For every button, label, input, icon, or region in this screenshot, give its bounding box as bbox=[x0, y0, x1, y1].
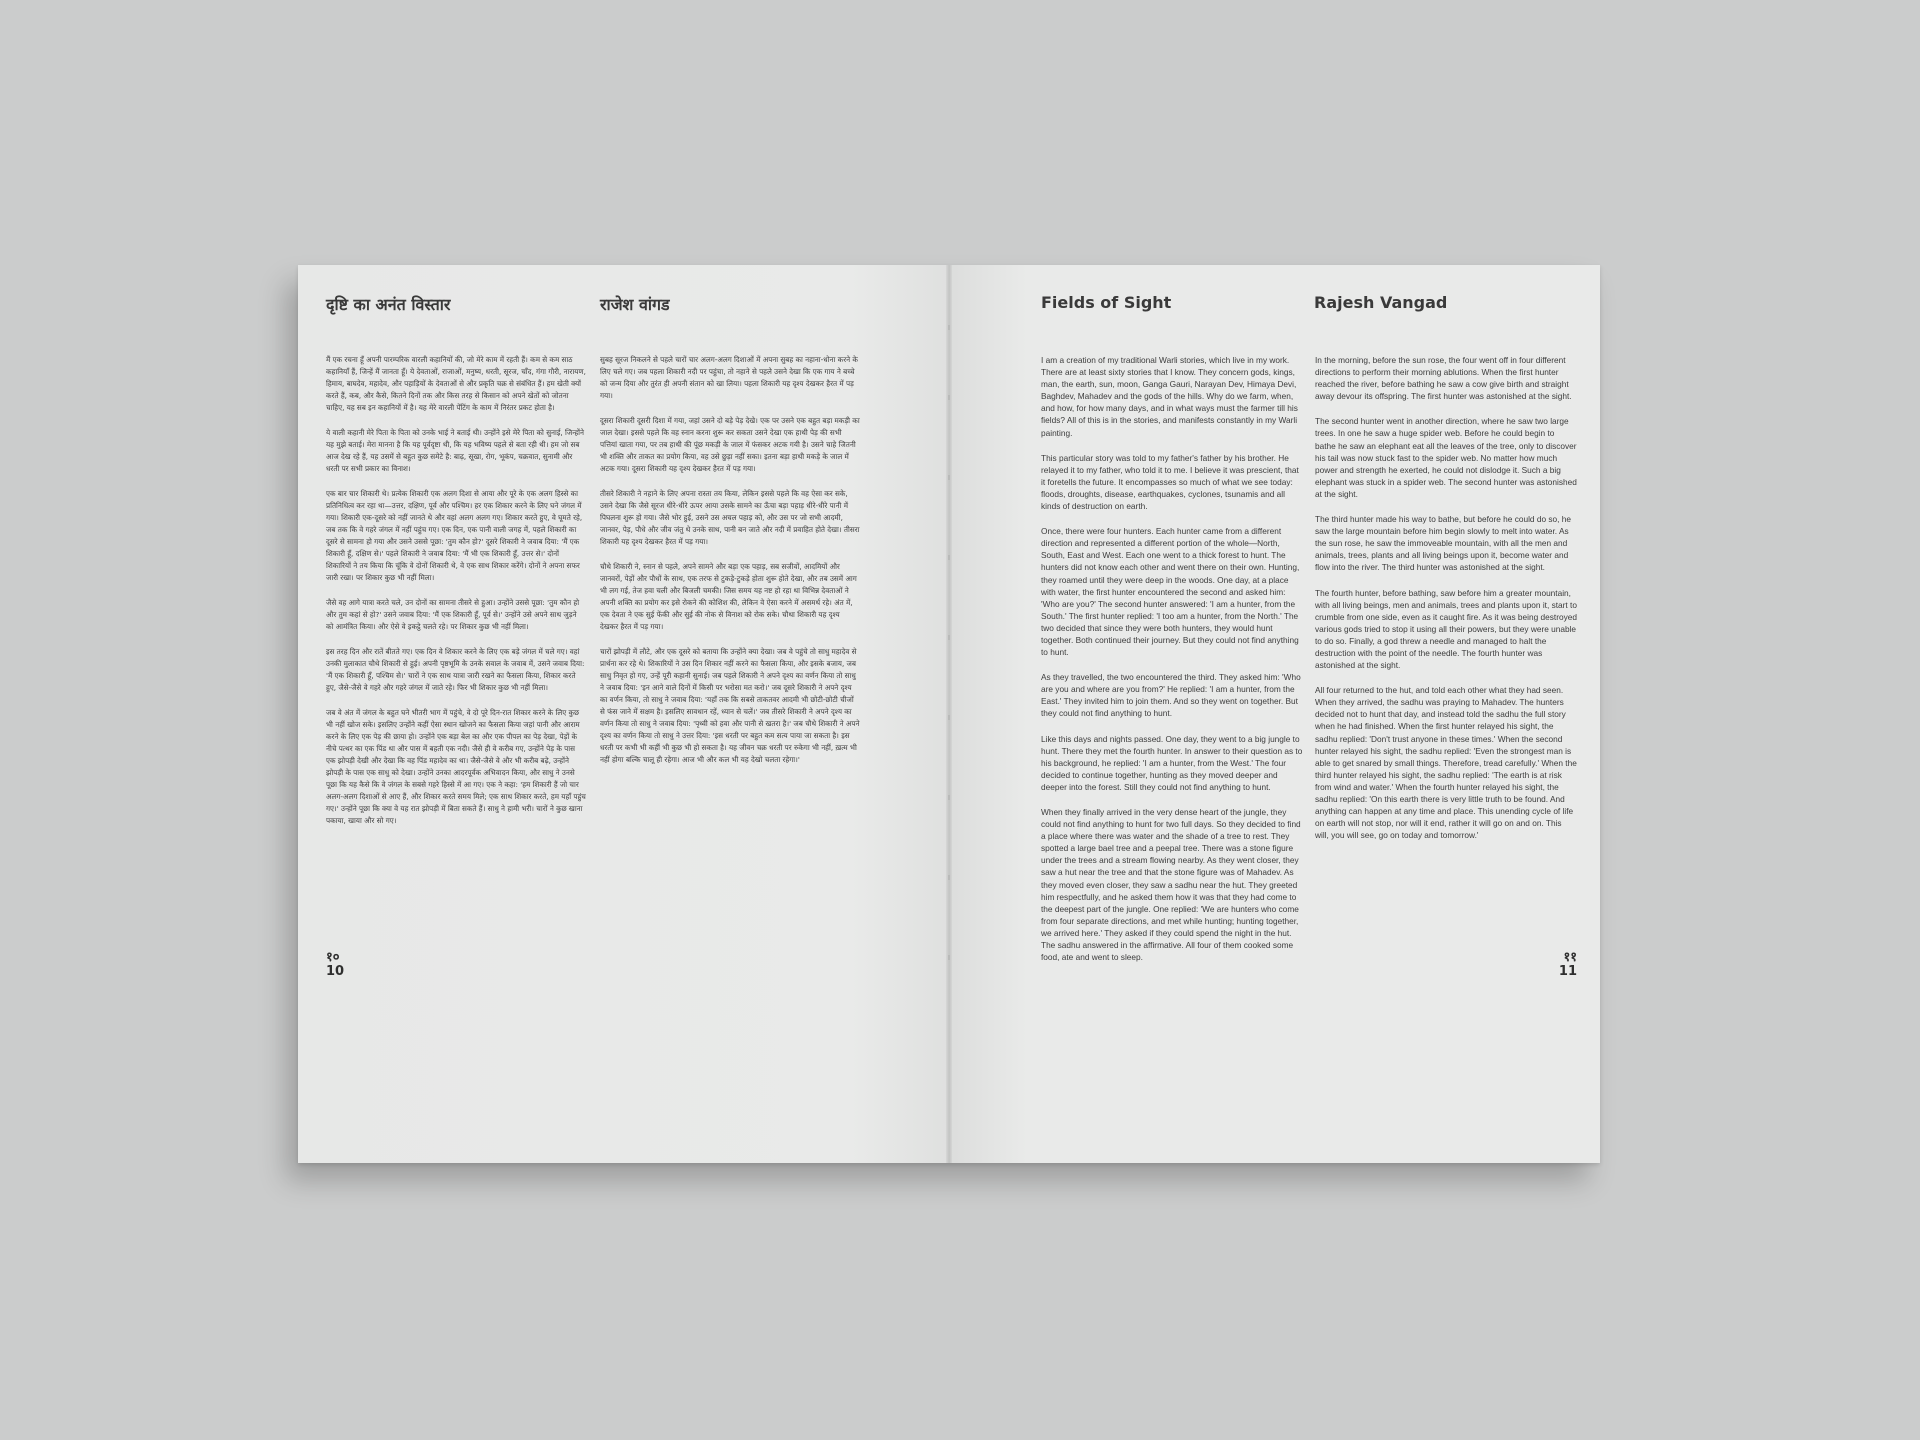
folio-devanagari: १० bbox=[326, 950, 340, 965]
paragraph: एक बार चार शिकारी थे। प्रत्येक शिकारी एक अलग दिशा से आया और पूरे के एक अलग हिस्से का प्रतिनिधित्व कर रहा था—उत्तर, दक्षिण, पूर्व और पश्चिम। हर एक शिकार करने के लिए घने जंगल में गया। शिकारी एक-दूसरे को नहीं जानते थे और वहां अलग अलग गए। शिकार करते हुए, वे घूमते रहे, जब तक कि वे गहरे जंगल में नहीं पहुंच गए। एक दिन, एक पानी वाली जगह में, पहले शिकारी का दूसरे से सामना हो गया और उसने उससे पूछा: 'तुम कौन हो?' दूसरे शिकारी ने जवाब दिया: 'मैं एक शिकारी हूँ, दक्षिण से।' पहले शिकारी ने जवाब दिया: 'मैं भी एक शिकारी हूँ, उत्तर से।' दोनों शिकारियों ने तय किया कि चूंकि वे दोनों शिकारी थे, वे एक साथ शिकार करेंगे। दोनों ने अपना सफर जारी रखा। पर शिकार कुछ भी नहीं मिला। bbox=[326, 489, 583, 582]
paragraph: The second hunter went in another direction, where he saw two large trees. In one he saw a huge spider web. Before he could begin to bathe he saw an elephant eat all the leaves of the tree, only to discover his tail was now stuck fast to the spider web. No matter how much power and strength he exerted, he could not dislodge it. Such a big elephant was stuck in a spider web. The second hunter was astonished at the sight. bbox=[1315, 416, 1577, 499]
paragraph: सुबह सूरज निकलने से पहले चारों चार अलग-अलग दिशाओं में अपना सुबह का नहाना-धोना करने के लिए चले गए। जब पहला शिकारी नदी पर पहुंचा, तो नहाने से पहले उसने देखा कि एक गाय ने बच्चे को जन्म दिया और तुरंत ही अपनी संतान को खा लिया। पहला शिकारी यह दृश्य देखकर हैरत में पड़ गया। bbox=[600, 355, 858, 400]
english-column-2 bbox=[1315, 354, 1577, 854]
english-author: Rajesh Vangad bbox=[1314, 293, 1448, 312]
hindi-column-2 bbox=[600, 354, 860, 779]
folio-arabic: 10 bbox=[326, 964, 345, 979]
hindi-author: राजेश वांगड bbox=[600, 295, 670, 314]
binding-stitch bbox=[948, 715, 950, 720]
paragraph: When they finally arrived in the very dense heart of the jungle, they could not find anything to hunt for two full days. So they decided to find a place where there was water and the shade of a tree to rest. They spotted a large bael tree and a peepal tree. There was a stone figure under the trees and a stream flowing nearby. As they went closer, they saw a hut near the tree and that the stone figure was of Mahadev. As they moved even closer, they saw a sadhu near the hut. They greeted him respectfully, and he asked them how it was that they had come to the deepest part of the jungle. One replied: 'We are hunters who come from four separate directions, and met while hunting; hunting together, we arrived here.' They asked if they could spend the night in the hut. The sadhu answered in the affirmative. All four of them cooked some food, ate and went to sleep. bbox=[1041, 807, 1301, 963]
paragraph: इस तरह दिन और रातें बीतते गए। एक दिन वे शिकार करने के लिए एक बड़े जंगल में चले गए। वहां उनकी मुलाकात चौथे शिकारी से हुई। अपनी पृष्ठभूमि के उनके सवाल के जवाब में, उसने जवाब दिया: 'मैं एक शिकारी हूँ, पश्चिम से।' चारों ने एक साथ यात्रा जारी रखने का फैसला किया, शिकार करते हुए, जैसे-जैसे वे गहरे और गहरे जंगल में जाते रहे। फिर भी शिकार कुछ भी नहीं मिला। bbox=[326, 647, 585, 692]
paragraph: जैसे वह आगे यात्रा करते चले, उन दोनों का सामना तीसरे से हुआ। उन्होंने उससे पूछा: 'तुम कौन हो और तुम कहां से हो?' उसने जवाब दिया: 'मैं एक शिकारी हूँ, पूर्व से।' उन्होंने उसे अपने साथ जुड़ने को आमंत्रित किया। और ऐसे वे इकट्ठे चलते रहे। पर शिकार कुछ भी नहीं मिला। bbox=[326, 598, 580, 631]
hindi-title: दृष्टि का अनंत विस्तार bbox=[326, 295, 451, 314]
paragraph: चौथे शिकारी ने, स्नान से पहले, अपने सामने और बड़ा एक पहाड़, सब सजीवों, आदमियों और जानवरों, पेड़ों और पौधों के साथ, एक तरफ से टुकड़े-टुकड़े होता शुरू होते देखा, और तब उसमें आग भी लग गई, तेज हवा चली और बिजली चमकी। जिस समय यह नष्ट हो रहा था विभिन्न देवताओं ने अपनी शक्ति का प्रयोग कर इसे रोकने की कोशिश की, लेकिन वे ऐसा करने में असमर्थ रहे। अंत में, एक देवता ने एक सुई फेंकी और सुई की नोक से विनाश को रोक सके। चौथा शिकारी यह दृश्य देखकर हैरत में पड़ गया। bbox=[600, 562, 857, 631]
paragraph: दूसरा शिकारी दूसरी दिशा में गया, जहां उसने दो बड़े पेड़ देखे। एक पर उसने एक बहुत बड़ा मकड़ी का जाल देखा। इससे पहले कि वह स्नान करना शुरू कर सकता उसने देखा एक हाथी पेड़ की सभी पत्तियां खाता गया, पर तब हाथी की पूंछ मकड़ी के जाल में फंसकर अटक गयी है। उसने चाहे जितनी भी शक्ति और ताकत का प्रयोग किया, वह उसे छुड़ा नहीं सका। इतना बड़ा हाथी मकड़े के जाल में अटक गया। दूसरा शिकारी यह दृश्य देखकर हैरत में पड़ गया। bbox=[600, 416, 860, 473]
binding-stitch bbox=[948, 325, 950, 330]
binding-stitch bbox=[948, 475, 950, 480]
binding-stitch bbox=[948, 555, 950, 560]
binding-stitch bbox=[948, 635, 950, 640]
english-column-1 bbox=[1041, 354, 1303, 976]
binding-stitch bbox=[948, 955, 950, 960]
binding-stitch bbox=[948, 875, 950, 880]
page-number-left bbox=[326, 951, 344, 979]
left-page-hindi bbox=[298, 265, 949, 1163]
paragraph: ये वाली कहानी मेरे पिता के पिता को उनके भाई ने बताई थी। उन्होंने इसे मेरे पिता को सुनाई, जिन्होंने यह मुझे बताई। मेरा मानना है कि यह पूर्वदृष्टा थी, कि यह भविष्य पहले से बता रही थी। हम जो सब आज देख रहे हैं, यह उसमें से बहुत कुछ समेटे है: बाढ़, सूखा, रोग, भूकंप, चक्रवात, सुनामी और धरती पर सभी प्रकार का विनाश। bbox=[326, 428, 585, 473]
paragraph: All four returned to the hut, and told each other what they had seen. When they arrived, the sadhu was praying to Mahadev. The hunters decided not to hunt that day, and instead told the sadhu the full story when he had finished. When the first hunter relayed his sight, the sadhu replied: 'Don't trust anyone in these times.' When the second hunter relayed his sight, the sadhu replied: 'Even the strongest man is able to get snared by small things. Therefore, tread carefully.' When the third hunter relayed his sight, the sadhu replied: 'The earth is at risk from wind and water.' When the fourth hunter relayed his sight, the sadhu replied: 'On this earth there is very little truth to be found. And anything can happen at any time and place. This unending cycle of life on earth will not stop, nor will it end, rather it will go on and on. This will, you will see, go on today and tomorrow.' bbox=[1315, 685, 1577, 841]
paragraph: Like this days and nights passed. One day, they went to a big jungle to hunt. There they met the fourth hunter. In answer to their question as to his background, he replied: 'I am a hunter, from the West.' The four decided to continue together, hunting as they moved deeper and deeper into the forest. Still they could not find anything to hunt. bbox=[1041, 733, 1303, 792]
paragraph: चारों झोपड़ी में लौटे, और एक दूसरे को बताया कि उन्होंने क्या देखा। जब वे पहुंचे तो साधु महादेव से प्रार्थना कर रहे थे। शिकारियों ने उस दिन शिकार नहीं करने का फैसला किया, और इसके बजाय, जब साधु निवृत हो गए, उन्हें पूरी कहानी सुनाई। जब पहले शिकारी ने अपने दृश्य का वर्णन किया तो साधु ने जवाब दिया: 'इन आने वाले दिनों में किसी पर भरोसा मत करो।' जब दूसरे शिकारी ने अपने दृश्य का वर्णन किया, तो साधु ने जवाब दिया: 'यहाँ तक कि सबसे ताकतवर आदमी भी छोटी-छोटी चीजों से फंस जाने में सक्षम है। इसलिए सावधान रहें, ध्यान से चलें।' जब तीसरे शिकारी ने अपने दृश्य का वर्णन किया तो साधु ने जवाब दिया: 'पृथ्वी को हवा और पानी से खतरा है।' जब चौथे शिकारी ने अपने दृश्य का वर्णन किया तो साधु ने उत्तर दिया: 'इस धरती पर बहुत कम सत्य पाया जा सकता है। इस धरती पर कभी भी कहीं भी कुछ भी हो सकता है। यह जीवन चक्र धरती पर रुकेगा भी नहीं, ख़त्म भी नहीं होगा बल्कि चालू ही रहेगा। आज भी और कल भी यह देखो चलता रहेगा।' bbox=[600, 647, 860, 764]
paragraph: In the morning, before the sun rose, the four went off in four different directions to perform their morning ablutions. When the first hunter reached the river, before bathing he saw a cow give birth and straight away devour its offspring. The first hunter was astonished at the sight. bbox=[1315, 355, 1572, 402]
right-page-english bbox=[949, 265, 1600, 1163]
paragraph: तीसरे शिकारी ने नहाने के लिए अपना रास्ता तय किया, लेकिन इससे पहले कि वह ऐसा कर सके, उसने देखा कि जैसे सूरज धीरे-धीरे ऊपर आया उसके सामने का ऊँचा बड़ा पहाड़ धीरे-धीरे पानी में पिघलना शुरू हो गया। जैसे भोर हुई, उसने उस अचल पहाड़ को, और उस पर जो सभी आदमी, जानवर, पेड़, पौधे और जीव जंतु थे उनके साथ, पानी बन जाते और नदी में प्रवाहित होते देखा। तीसरा शिकारी यह दृश्य देखकर हैरत में पड़ गया। bbox=[600, 489, 860, 546]
paragraph: मैं एक रचना हूँ अपनी पारम्परिक वारली कहानियों की, जो मेरे काम में रहती हैं। कम से कम साठ कहानियाँ हैं, जिन्हें मैं जानता हूँ। ये देवताओं, राजाओं, मनुष्य, धरती, सूरज, चाँद, गंगा गौरी, नारायण, हिमाय, बाघदेव, महादेव, और पहाड़ियों के देवताओं से और प्रकृति चक्र से संबंधित हैं। हम खेती क्यों करते हैं, कब, और कैसे, कितने दिनों तक और किस तरह से किसान को अपने खेतों को जोतना चाहिए, यह सब इन कहानियों में है। यह मेरे वारली पेंटिंग के काम में निरंतर प्रकट होता है। bbox=[326, 355, 586, 412]
paragraph: जब वे अंत में जंगल के बहुत घने भीतरी भाग में पहुंचे, वे दो पूरे दिन-रात शिकार करने के लिए कुछ भी नहीं खोज सके। इसलिए उन्होंने कहीं ऐसा स्थान खोजने का फैसला किया जहां पानी और आराम करने के लिए एक पेड़ की छाया हो। उन्होंने एक बड़ा बेल का और एक पीपल का पेड़ देखा, पेड़ों के नीचे पत्थर का एक पिंड था और पास में बहती एक नदी। जैसे ही वे करीब गए, उन्होंने पेड़ के पास एक झोपड़ी देखी और देखा कि वह पिंड महादेव का था। जैसे-जैसे वे और भी करीब बढ़े, उन्होंने झोपड़ी के पास एक साधु को देखा। उन्होंने उनका आदरपूर्वक अभिवादन किया, और साधु ने उनसे पूछा कि यह कैसे कि वे जंगल के सबसे गहरे हिस्से में आ गए। एक ने कहा: 'हम शिकारी हैं जो चार अलग-अलग दिशाओं से आए हैं, और शिकार करते समय मिले; एक साथ शिकार करते, हम यहाँ पहुंच गए।' उन्होंने पूछा कि क्या वे यह रात झोपड़ी में बिता सकते हैं। साधु ने हामी भरी। चारों ने कुछ खाना पकाया, खाया और सो गए। bbox=[326, 708, 586, 825]
hindi-column-1 bbox=[326, 354, 586, 840]
binding-stitch bbox=[948, 795, 950, 800]
paragraph: As they travelled, the two encountered the third. They asked him: 'Who are you and where are you from?' He replied: 'I am a hunter, from the East.' They invited him to join them. And so they went on together. But they could not find anything to hunt. bbox=[1041, 672, 1301, 719]
paragraph: Once, there were four hunters. Each hunter came from a different direction and represented a different portion of the whole—North, South, East and West. Each one went to a thick forest to hunt. The hunters did not know each other and went there on their own. Hunting, they roamed until they were deep in the woods. One day, at a place with water, the first hunter encountered the second and asked him: 'Who are you?' The second hunter answered: 'I am a hunter, from the South.' The first hunter replied: 'I too am a hunter, from the North.' The two decided that since they were both hunters, they would hunt together. Both continued their journey. But they could not find anything to hunt. bbox=[1041, 526, 1300, 658]
magazine-spread bbox=[298, 265, 1600, 1163]
paragraph: The third hunter made his way to bathe, but before he could do so, he saw the large mountain before him begin slowly to melt into water. As the sun rose, he saw the immoveable mountain, with all the men and animals, trees, plants and all living beings upon it, become water and flow into the river. The third hunter was astonished at the sight. bbox=[1315, 514, 1571, 573]
paragraph: This particular story was told to my father's father by his brother. He relayed it to my father, who told it to me. I believe it was prescient, that it foretells the future. It encompasses so much of what we see today: floods, droughts, disease, earthquakes, cyclones, tsunamis and all kinds of destruction on earth. bbox=[1041, 452, 1299, 512]
folio-arabic: 11 bbox=[1558, 964, 1577, 979]
paragraph: I am a creation of my traditional Warli stories, which live in my work. There are at least sixty stories that I know. They concern gods, kings, man, the earth, sun, moon, Ganga Gauri, Narayan Dev, Himaya Devi, Baghdev, Mahadev and the gods of the hills. Why do we farm, when, and how, for how many days, and in what ways must the farmer till his fields? All of this is in the stories, and manifests constantly in my Warli painting. bbox=[1041, 355, 1298, 438]
paragraph: The fourth hunter, before bathing, saw before him a greater mountain, with all living beings, men and animals, trees and plants upon it, start to crumble from one side, even as it caught fire. As it was being destroyed various gods tried to stop it using all their powers, but they were unable to do so. Finally, a god threw a needle and managed to halt the destruction with the point of the needle. The fourth hunter was astonished at the sight. bbox=[1315, 587, 1577, 671]
page-number-right bbox=[1555, 951, 1577, 979]
binding-stitch bbox=[948, 395, 950, 400]
english-title: Fields of Sight bbox=[1041, 293, 1172, 312]
folio-devanagari: ११ bbox=[1563, 950, 1577, 965]
